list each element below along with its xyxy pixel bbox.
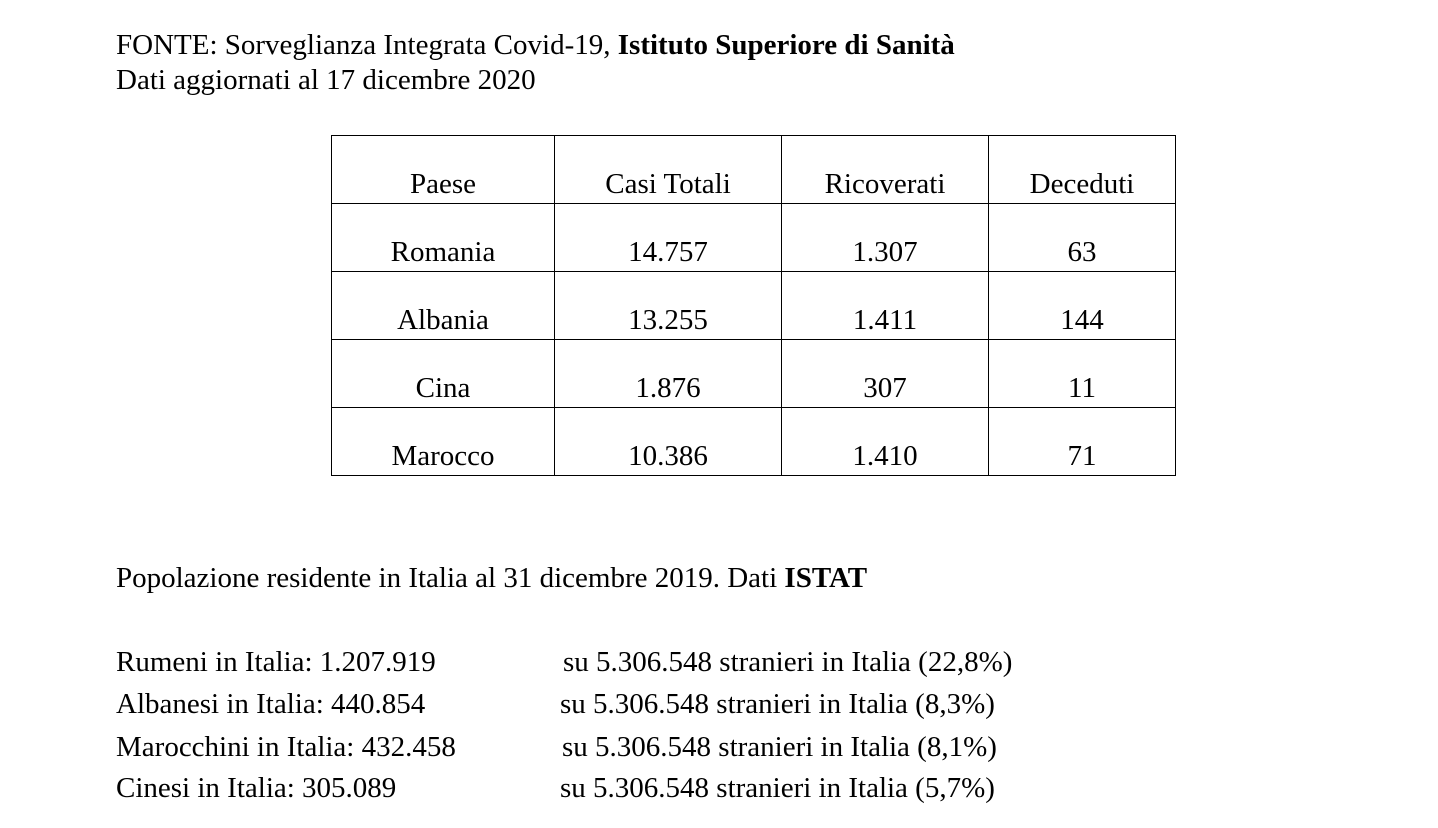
cell-country: Romania [332, 204, 555, 272]
stat-count: Marocchini in Italia: 432.458 [116, 731, 456, 763]
header-country: Paese [332, 136, 555, 204]
cell-total-cases: 1.876 [555, 340, 782, 408]
cell-country: Marocco [332, 408, 555, 476]
cell-total-cases: 14.757 [555, 204, 782, 272]
stat-count: Rumeni in Italia: 1.207.919 [116, 646, 436, 678]
cell-hospitalized: 307 [782, 340, 989, 408]
population-prefix: Popolazione residente in Italia al 31 dicembre 2019. Dati [116, 562, 785, 594]
stat-share: su 5.306.548 stranieri in Italia (8,3%) [560, 688, 995, 720]
cell-total-cases: 10.386 [555, 408, 782, 476]
cell-deceased: 11 [989, 340, 1176, 408]
stat-share: su 5.306.548 stranieri in Italia (8,1%) [562, 731, 997, 763]
cell-country: Albania [332, 272, 555, 340]
covid-cases-table [331, 135, 1176, 476]
table-header-row [332, 136, 1176, 204]
updated-date: Dati aggiornati al 17 dicembre 2020 [116, 64, 536, 96]
header-hospitalized: Ricoverati [782, 136, 989, 204]
table-row [332, 204, 1176, 272]
stat-count: Cinesi in Italia: 305.089 [116, 772, 397, 804]
cell-total-cases: 13.255 [555, 272, 782, 340]
cell-deceased: 71 [989, 408, 1176, 476]
source-prefix: FONTE: Sorveglianza Integrata Covid-19, [116, 29, 618, 61]
source-institute: Istituto Superiore di Sanità [617, 29, 955, 61]
cell-hospitalized: 1.307 [782, 204, 989, 272]
population-source: ISTAT [784, 562, 868, 594]
cell-hospitalized: 1.410 [782, 408, 989, 476]
cell-country: Cina [332, 340, 555, 408]
cell-hospitalized: 1.411 [782, 272, 989, 340]
cell-deceased: 63 [989, 204, 1176, 272]
stat-share: su 5.306.548 stranieri in Italia (22,8%) [563, 646, 1013, 678]
table-row [332, 272, 1176, 340]
stat-count: Albanesi in Italia: 440.854 [116, 688, 426, 720]
table-row [332, 408, 1176, 476]
header-deceased: Deceduti [989, 136, 1176, 204]
table-row [332, 340, 1176, 408]
cell-deceased: 144 [989, 272, 1176, 340]
source-line [116, 31, 955, 60]
population-heading [116, 564, 867, 593]
stat-share: su 5.306.548 stranieri in Italia (5,7%) [560, 772, 995, 804]
header-total-cases: Casi Totali [555, 136, 782, 204]
